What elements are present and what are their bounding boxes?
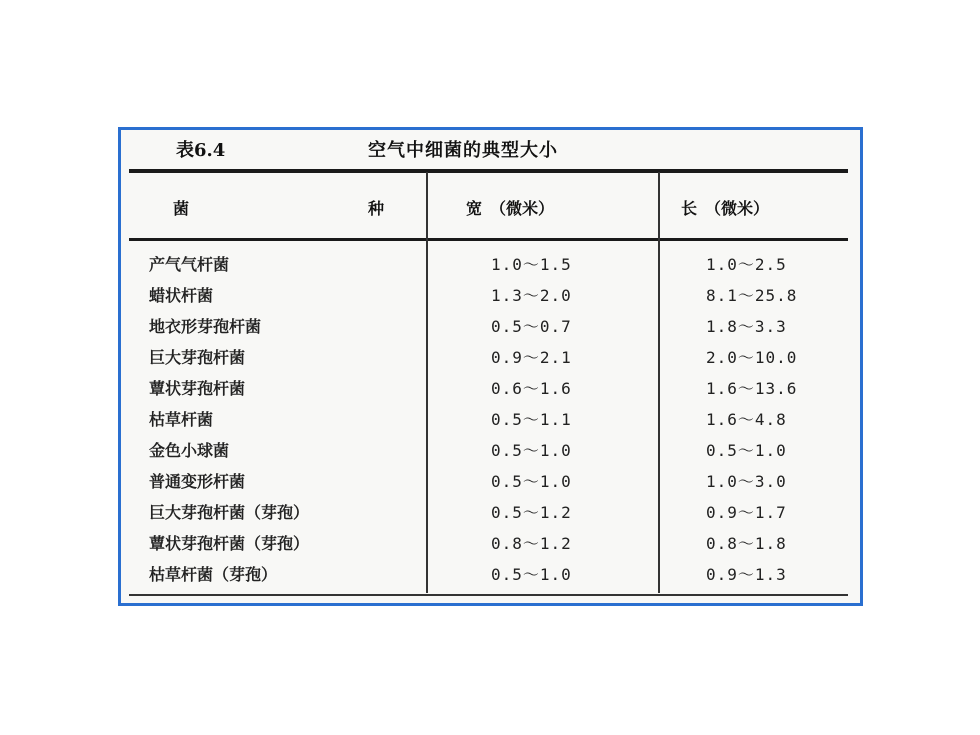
table-row — [121, 310, 860, 341]
cell-length: 0.9～1.3 — [706, 565, 787, 584]
cell-length: 0.9～1.7 — [706, 503, 787, 522]
header-length: 长 （微米） — [681, 199, 770, 218]
table-label: 表6.4 — [176, 140, 226, 161]
table-row — [121, 465, 860, 496]
cell-name: 巨大芽孢杆菌 — [149, 348, 246, 367]
cell-name: 普通变形杆菌 — [149, 472, 246, 491]
cell-name: 枯草杆菌 — [149, 410, 214, 429]
cell-width: 0.5～1.1 — [491, 410, 572, 429]
cell-width: 1.0～1.5 — [491, 255, 572, 274]
cell-length: 1.0～2.5 — [706, 255, 787, 274]
cell-name: 蜡状杆菌 — [149, 286, 214, 305]
cell-width: 1.3～2.0 — [491, 286, 572, 305]
cell-width: 0.8～1.2 — [491, 534, 572, 553]
header-species-b: 种 — [368, 199, 385, 218]
header-species-a: 菌 — [173, 199, 190, 218]
cell-length: 1.6～4.8 — [706, 410, 787, 429]
cell-length: 2.0～10.0 — [706, 348, 798, 367]
cell-name: 金色小球菌 — [149, 441, 230, 460]
cell-width: 0.5～0.7 — [491, 317, 572, 336]
table-row — [121, 403, 860, 434]
table-row — [121, 248, 860, 279]
table-row — [121, 341, 860, 372]
cell-name: 蕈状芽孢杆菌（芽孢） — [149, 534, 310, 553]
cell-length: 8.1～25.8 — [706, 286, 798, 305]
cell-name: 产气气杆菌 — [149, 255, 230, 274]
table-title: 空气中细菌的典型大小 — [368, 140, 558, 161]
table-row — [121, 527, 860, 558]
table-container — [121, 130, 860, 603]
table-row — [121, 558, 860, 589]
bottom-rule — [129, 594, 848, 596]
cell-width: 0.5～1.0 — [491, 565, 572, 584]
cell-name: 枯草杆菌（芽孢） — [149, 565, 278, 584]
cell-name: 地衣形芽孢杆菌 — [149, 317, 262, 336]
table-row — [121, 372, 860, 403]
table-row — [121, 434, 860, 465]
header-rule — [129, 238, 848, 241]
cell-width: 0.5～1.2 — [491, 503, 572, 522]
cell-length: 1.6～13.6 — [706, 379, 798, 398]
cell-name: 蕈状芽孢杆菌 — [149, 379, 246, 398]
top-rule — [129, 169, 848, 173]
cell-width: 0.5～1.0 — [491, 441, 572, 460]
table-row — [121, 496, 860, 527]
cell-width: 0.6～1.6 — [491, 379, 572, 398]
cell-width: 0.9～2.1 — [491, 348, 572, 367]
cell-width: 0.5～1.0 — [491, 472, 572, 491]
table-row — [121, 279, 860, 310]
cell-length: 0.8～1.8 — [706, 534, 787, 553]
cell-length: 1.0～3.0 — [706, 472, 787, 491]
cell-name: 巨大芽孢杆菌（芽孢） — [149, 503, 310, 522]
cell-length: 1.8～3.3 — [706, 317, 787, 336]
table-image-frame — [118, 127, 863, 606]
header-width: 宽 （微米） — [466, 199, 555, 218]
cell-length: 0.5～1.0 — [706, 441, 787, 460]
